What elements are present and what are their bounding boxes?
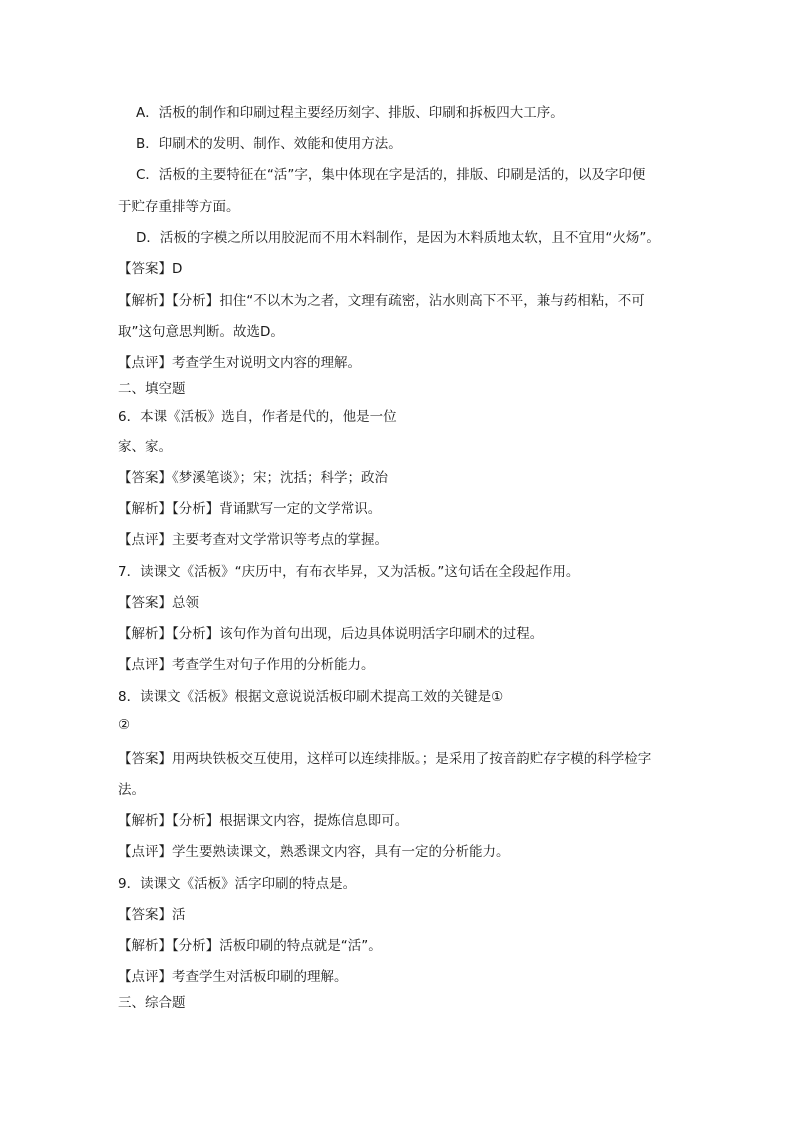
q8-part1: 8．读课文《活板》根据文意说说活板印刷术提高工效的关键是① (118, 689, 504, 705)
option-d-text: D．活板的字模之所以用胶泥而不用木料制作，是因为木料质地太软，且不宜用“火炀”。 (136, 230, 660, 246)
option-a-text: A．活板的制作和印刷过程主要经历刻字、排版、印刷和拆板四大工序。 (136, 105, 564, 121)
q5-analysis-line2 (0, 323, 794, 341)
q5-answer (0, 260, 794, 278)
option-a (0, 104, 794, 122)
section-2-title (0, 380, 794, 398)
q8-answer-text-2: 法。 (118, 782, 145, 798)
q8-answer-text-1: 【答案】用两块铁板交互使用，这样可以连续排版。；是采用了按音韵贮存字模的科学检字 (118, 751, 652, 767)
q6-analysis-text: 【解析】【分析】背诵默写一定的文学常识。 (118, 501, 382, 517)
q7-comment (0, 656, 794, 674)
option-b-text: B．印刷术的发明、制作、效能和使用方法。 (136, 136, 402, 152)
q6-part2: ，作者是 (248, 409, 303, 425)
q8-question-line1 (0, 688, 794, 706)
q6-part1: 6．本课《活板》选自 (118, 409, 249, 425)
q7-comment-text: 【点评】考查学生对句子作用的分析能力。 (118, 657, 375, 673)
q8-answer-line2 (0, 781, 794, 799)
option-c-line2 (0, 198, 794, 216)
q6-analysis (0, 500, 794, 518)
q6-comment (0, 531, 794, 549)
q6-comment-text: 【点评】主要考查对文学常识等考点的掌握。 (118, 532, 388, 548)
q5-comment-text: 【点评】考查学生对说明文内容的理解。 (118, 355, 361, 371)
section-2-title-text: 二、填空题 (118, 381, 186, 397)
option-b (0, 135, 794, 153)
q6-part4: ，他是一位 (329, 409, 397, 425)
q8-answer-line1 (0, 750, 794, 768)
q7-part1: 7．读课文《活板》“庆历中，有布衣毕昇，又为活板。”这句话在全段起 (118, 564, 539, 580)
q9-analysis-text: 【解析】【分析】活板印刷的特点就是“活”。 (118, 938, 382, 954)
q6-part5: 家、 (118, 439, 145, 455)
q6-part6: 家。 (145, 439, 172, 455)
option-c-line1 (0, 166, 794, 184)
option-d (0, 229, 794, 247)
q6-answer (0, 469, 794, 487)
q8-question-line2 (0, 716, 794, 734)
q9-analysis (0, 937, 794, 955)
q5-comment (0, 354, 794, 372)
q6-answer-text: 【答案】《梦溪笔谈》；宋；沈括；科学；政治 (118, 470, 388, 486)
option-c-text-2: 于贮存重排等方面。 (118, 199, 240, 215)
q8-part2: ② (118, 717, 131, 733)
q5-analysis-line1 (0, 292, 794, 310)
q7-answer (0, 594, 794, 612)
q7-analysis-text: 【解析】【分析】该句作为首句出现，后边具体说明活字印刷术的过程。 (118, 626, 544, 642)
q5-analysis-text-2: 取”这句意思判断。故选D。 (118, 324, 284, 340)
q5-answer-text: 【答案】D (118, 261, 183, 277)
q6-question-line1 (0, 408, 794, 426)
q8-comment (0, 843, 794, 861)
q9-part1: 9．读课文《活板》活字印刷的特点是 (118, 876, 343, 892)
q6-part3: 代的 (302, 409, 330, 425)
section-3-title-text: 三、综合题 (118, 995, 186, 1011)
q7-part2: 作用。 (538, 564, 580, 580)
section-3-title (0, 994, 794, 1012)
q6-question-line2 (0, 438, 794, 456)
option-c-text-1: C．活板的主要特征在“活”字，集中体现在字是活的，排版、印刷是活的，以及字印便 (136, 167, 646, 183)
q9-comment (0, 968, 794, 986)
q5-analysis-text-1: 【解析】【分析】扣住“不以木为之者，文理有疏密，沾水则高下不平，兼与药相粘，不可 (118, 293, 645, 309)
q9-answer (0, 906, 794, 924)
q9-question (0, 875, 794, 893)
q9-answer-text: 【答案】活 (118, 907, 186, 923)
q8-analysis-text: 【解析】【分析】根据课文内容，提炼信息即可。 (118, 813, 409, 829)
q8-comment-text: 【点评】学生要熟读课文，熟悉课文内容，具有一定的分析能力。 (118, 844, 510, 860)
q9-part2: 。 (342, 876, 357, 892)
q7-analysis (0, 625, 794, 643)
q7-question (0, 563, 794, 581)
q9-comment-text: 【点评】考查学生对活板印刷的理解。 (118, 969, 348, 985)
q8-analysis (0, 812, 794, 830)
q7-answer-text: 【答案】总领 (118, 595, 199, 611)
